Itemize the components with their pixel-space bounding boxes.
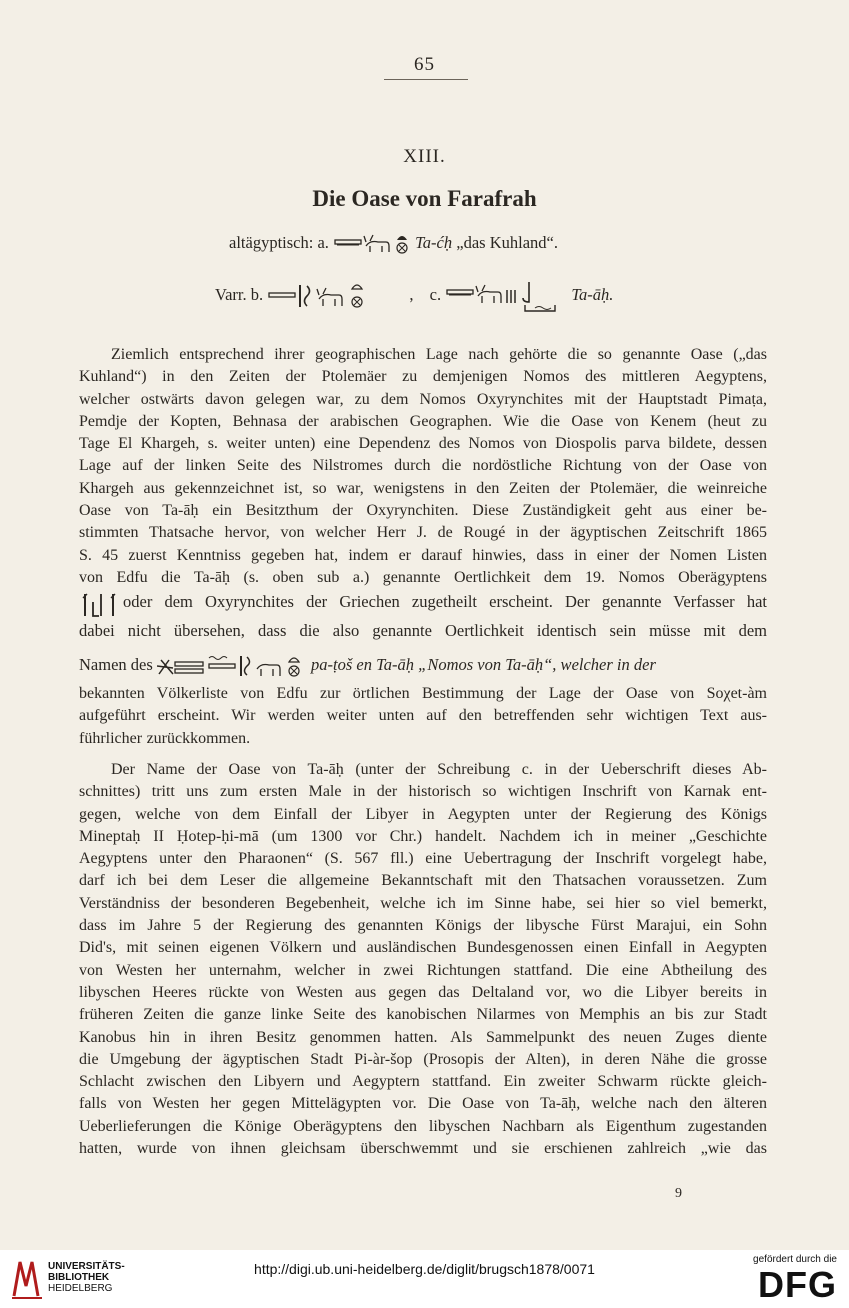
variant-c-label: c. <box>429 284 442 304</box>
variant-c-translit: Ta-āḥ. <box>571 284 614 304</box>
p1-line-14 <box>79 652 767 680</box>
text-line: Oase von Ta-āḥ ein Besitzthum der Oxyrynchiten. Diese Zuständigkeit geht aus einer be- <box>79 502 767 520</box>
page-number-rule <box>384 79 468 80</box>
text-line: Ziemlich entsprechend ihrer geographischen Lage nach gehörte die so genannte Oase („das <box>111 346 767 363</box>
text-line: Pemdje der Kopten, Behnasa der arabischen Geographen. Wie die Oase von Kenem (heut zu <box>79 412 767 430</box>
text-line: Der Name der Oase von Ta-āḥ (unter der Schreibung c. in der Ueberschrift dieses Ab- <box>111 761 767 778</box>
chapter-number: XIII. <box>403 146 446 167</box>
text-line: Schlacht zwischen den Libyern und Aegyptern stattfand. Ein zweiter Schwarm rückte gleich- <box>79 1073 767 1091</box>
text-line: von Westen her unternahm, welcher in zwei Richtungen stattfand. Die eine Abtheilung des <box>79 961 767 979</box>
hieroglyph-nome-19-icon <box>79 592 119 618</box>
variant-b-sep: , <box>409 284 414 304</box>
hieroglyph-pa-tos-en-taah-icon <box>157 652 307 680</box>
text-line: Khargeh aus gekennzeichnet ist, so war, wenigstens in den Zeiten der Ptolemäer, die weinreiche <box>79 479 767 497</box>
hieroglyph-taah-b-icon <box>267 281 405 311</box>
text-line: dass im Jahre 5 der Regierung des genannten Königs der libysche Fürst Marajui, ein Sohn <box>79 917 767 935</box>
variant-a-prefix: altägyptisch: a. <box>229 232 329 252</box>
paragraph-2 <box>79 759 767 1160</box>
text-line: bekannten Völkerliste von Edfu zur örtlichen Bestimmung der Lage der Oase von Soχet-àm <box>79 685 767 702</box>
dfg-logo: DFG <box>758 1264 837 1305</box>
text-line: hatten, wurde von ihnen gleichsam überschwemmt und sie erschienen zahlreich „wie das <box>79 1140 767 1158</box>
footer-bar <box>0 1250 849 1308</box>
text-line: aufgeführt erscheint. Wir werden weiter unten auf den betreffenden sehr wichtigen Text aus- <box>79 707 767 725</box>
text-line: gegen, welche von dem Einfall der Libyer in Aegypten unter der Regierung des Königs <box>79 805 767 823</box>
funder-note: gefördert durch die <box>753 1254 837 1265</box>
text-line: Verständniss der besonderen Begebenheit, welche ich im Sinne habe, sei hier so viel bemerkt, <box>79 894 767 912</box>
paragraph-1 <box>79 344 767 589</box>
paragraph-1-end <box>79 683 767 750</box>
hieroglyph-taah-c-icon <box>445 278 563 314</box>
variant-a-line <box>229 232 558 256</box>
text-line-end: pa-ṭoš en Ta-āḥ „Nomos von Ta-āḥ“, welcher in der <box>311 654 656 674</box>
text-line: falls von Westen her gegen Mittelägypten vor. Die Oase von Ta-āḥ, welche nach den älteren <box>79 1095 767 1113</box>
text-line: führlicher zurückkommen. <box>79 729 251 747</box>
text-line: libyschen Heeres rückte von Westen aus gegen das Deltaland vor, wo die Libyer bereits in <box>79 983 767 1001</box>
text-line: Mineptaḥ II Ḥotep-ḥi-mā (um 1300 vor Chr.) handelt. Nachdem ich in meiner „Geschichte <box>79 827 767 845</box>
text-line: Did's, mit seinen eigenen Völkern und ausländischen Bundesgenossen einen Einfall in Aegypten <box>79 939 767 957</box>
chapter-title: Die Oase von Farafrah <box>312 186 537 211</box>
library-line-2: BIBLIOTHEK <box>48 1272 110 1283</box>
text-line: früheren Zeiten die ganze linke Seite des kanobischen Nilarmes von Memphis an bis zur Stadt <box>79 1006 767 1024</box>
page-number: 65 <box>414 54 435 75</box>
text-line: Tage El Khargeh, s. weiter unten) eine Dependenz des Nomos von Diospolis parva bildete, dessen <box>79 435 767 453</box>
text-line: von Edfu die Ta-āḥ (s. oben sub a.) genannte Oertlichkeit dem 19. Nomos Oberägyptens <box>79 568 767 586</box>
permalink-url[interactable]: http://digi.ub.uni-heidelberg.de/diglit/brugsch1878/0071 <box>254 1261 595 1277</box>
text-line: dabei nicht übersehen, dass die also genannte Oertlichkeit identisch sein müsse mit dem <box>79 621 767 640</box>
text-line: darf ich bei dem Leser die allgemeine Bekanntschaft mit den Thatsachen voraussetzen. Zum <box>79 872 767 890</box>
variant-a-gloss: „das Kuhland“. <box>456 232 558 252</box>
text-line: oder dem Oxyrynchites der Griechen zugetheilt erscheint. Der genannte Verfasser hat <box>123 592 767 611</box>
hieroglyph-taah-a-icon <box>333 232 411 256</box>
text-line: Kanobus hin in ihren Besitz genommen hatten. Als Sammelpunkt des neuen Zuges diente <box>79 1028 767 1046</box>
signature-mark: 9 <box>675 1186 682 1201</box>
text-line: Ueberlieferungen die Könige Oberägyptens den libyschen Nachbarn als Eigenthum zugestanden <box>79 1117 767 1135</box>
variant-b-line <box>215 278 613 314</box>
p1-line-12 <box>79 592 767 618</box>
text-line: S. 45 zuerst Kenntniss gegeben hat, indem er darauf hinwies, dass in einer der Nomen Listen <box>79 546 767 564</box>
variant-a-translit: Ta-ćḥ <box>415 232 453 252</box>
variant-b-prefix: Varr. b. <box>215 284 264 304</box>
text-line: Kuhland“) in den Zeiten der Ptolemäer zu demjenigen Nomos des mittleren Aegyptens, <box>79 368 767 386</box>
text-line-start: Namen des <box>79 654 153 674</box>
text-line: schnittes) tritt uns zum ersten Male in der historisch so wichtigen Inschrift von Karnak ent- <box>79 783 767 801</box>
library-line-3: HEIDELBERG <box>48 1283 113 1294</box>
library-line-1: UNIVERSITÄTS- <box>48 1261 125 1272</box>
text-line: Lage auf der linken Seite des Nilstromes durch die nordöstliche Richtung von der Oase von <box>79 457 767 475</box>
text-line: Aegyptens unter den Pharaonen“ (S. 567 fll.) eine Uebertragung der Inschrift vorgelegt habe, <box>79 850 767 868</box>
text-line: stimmten Thatsache hervor, von welcher Herr J. de Rougé in der ägyptischen Zeitschrift 1865 <box>79 524 767 542</box>
text-line: die Umgebung der ägyptischen Stadt Pi-àr-šop (Prosopis der Alten), in deren Nähe die grosse <box>79 1050 767 1068</box>
text-line: welcher ostwärts davon gelegen war, zu dem Nomos Oxyrynchites mit der Hauptstadt Pimaṭa, <box>79 390 767 408</box>
